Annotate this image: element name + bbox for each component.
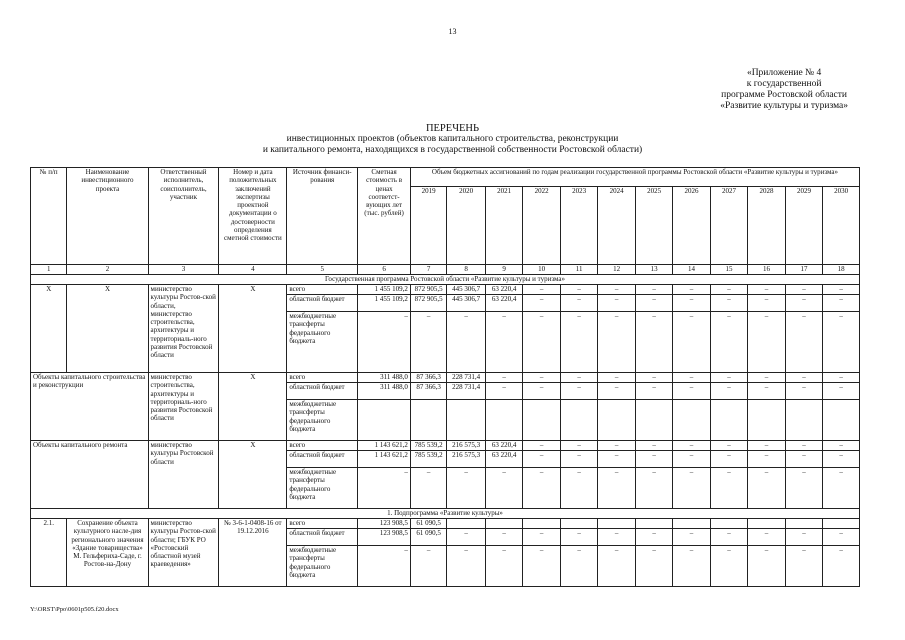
title-line-3: и капитального ремонта, находящихся в государственной собственности Ростовской области)	[262, 145, 643, 155]
section-title: 1. Подпрограмма «Развитие культуры»	[31, 509, 860, 519]
column-number: 7	[410, 265, 446, 275]
executor: министерство культуры Ростов-ской области; ГБУК РО «Ростовский областной музей краеведения»	[148, 519, 219, 587]
estimated-cost: –	[358, 546, 411, 587]
year-value	[635, 400, 672, 441]
year-value	[485, 400, 522, 441]
estimated-cost	[358, 400, 411, 441]
year-value: –	[673, 312, 710, 373]
year-value: –	[523, 312, 560, 373]
executor: министерство культуры Ростовской области	[148, 441, 219, 509]
header-row-1	[31, 168, 860, 187]
year-value: 785 539,2	[410, 451, 446, 468]
year-value	[823, 400, 860, 441]
year-value: 61 090,5	[410, 519, 446, 529]
year-value: –	[823, 546, 860, 587]
year-value: –	[673, 441, 710, 451]
funding-source: всего	[287, 519, 358, 529]
year-value: –	[447, 546, 486, 587]
year-value: –	[673, 546, 710, 587]
column-number: 2	[67, 265, 148, 275]
year-value: –	[410, 546, 446, 587]
year-value: 228 731,4	[447, 373, 486, 383]
year-value: –	[673, 295, 710, 312]
year-value: 872 905,5	[410, 285, 446, 295]
year-value: –	[560, 441, 597, 451]
year-value: –	[673, 529, 710, 546]
year-value	[748, 400, 785, 441]
year-value: –	[823, 383, 860, 400]
year-value: –	[748, 312, 785, 373]
year-value: –	[523, 451, 560, 468]
year-value: –	[710, 373, 747, 383]
subprogram-section-row	[31, 509, 860, 519]
year-value: 61 090,5	[410, 529, 446, 546]
year-value	[523, 400, 560, 441]
estimated-cost: 1 143 621,2	[358, 441, 411, 451]
year-value: –	[560, 546, 597, 587]
row-number: 2.1.	[31, 519, 67, 587]
year-value	[560, 519, 597, 529]
year-value: –	[485, 383, 522, 400]
year-value	[785, 400, 822, 441]
year-value	[598, 400, 635, 441]
year-value: –	[785, 295, 822, 312]
column-numbers-row	[31, 265, 860, 275]
header-volume: Объем бюджетных ассигнований по годам реализации государственной программы Ростовской области «Развитие культуры и туризма»	[410, 168, 859, 187]
header-year: 2027	[710, 187, 747, 265]
column-number: 14	[673, 265, 710, 275]
table-body	[31, 265, 860, 587]
funding-source: областной бюджет	[287, 451, 358, 468]
header-expertise: Номер и дата положительных заключений экспертизы проектной документации о достоверности определения сметной стоимости	[219, 168, 287, 265]
estimated-cost: –	[358, 312, 411, 373]
year-value: –	[748, 383, 785, 400]
year-value	[785, 519, 822, 529]
year-value: 63 220,4	[485, 285, 522, 295]
year-value: 228 731,4	[447, 383, 486, 400]
column-number: 1	[31, 265, 67, 275]
year-value: –	[598, 468, 635, 509]
year-value: –	[523, 441, 560, 451]
year-value: –	[673, 451, 710, 468]
year-value: –	[523, 295, 560, 312]
header-year: 2024	[598, 187, 635, 265]
funding-source: межбюджетные трансферты федерального бюджета	[287, 312, 358, 373]
year-value: –	[635, 441, 672, 451]
appendix-line-1: «Приложение № 4	[746, 68, 822, 78]
year-value: –	[748, 285, 785, 295]
year-value: –	[823, 441, 860, 451]
year-value: –	[710, 468, 747, 509]
table-row	[31, 285, 860, 295]
project-name: Объекты капитального строительства и реконструкции	[31, 373, 149, 441]
funding-source: областной бюджет	[287, 383, 358, 400]
column-number: 9	[485, 265, 522, 275]
year-value: 216 575,3	[447, 451, 486, 468]
year-value: –	[710, 529, 747, 546]
year-value: –	[673, 383, 710, 400]
column-number: 10	[523, 265, 560, 275]
year-value: –	[560, 295, 597, 312]
year-value: –	[748, 451, 785, 468]
year-value: –	[748, 529, 785, 546]
column-number: 13	[635, 265, 672, 275]
section-title: Государственная программа Ростовской области «Развитие культуры и туризма»	[31, 275, 860, 285]
year-value: –	[635, 295, 672, 312]
year-value: 87 366,3	[410, 373, 446, 383]
year-value	[748, 519, 785, 529]
year-value: –	[785, 441, 822, 451]
year-value: –	[748, 373, 785, 383]
column-number: 15	[710, 265, 747, 275]
year-value: –	[560, 529, 597, 546]
project-name: X	[67, 285, 148, 373]
year-value	[673, 519, 710, 529]
year-value: 63 220,4	[485, 295, 522, 312]
estimated-cost: 311 488,0	[358, 383, 411, 400]
year-value: –	[598, 312, 635, 373]
year-value: –	[485, 468, 522, 509]
year-value: –	[598, 285, 635, 295]
funding-source: межбюджетные трансферты федерального бюджета	[287, 546, 358, 587]
year-value: –	[485, 312, 522, 373]
estimated-cost: –	[358, 468, 411, 509]
column-number: 18	[823, 265, 860, 275]
year-value: –	[823, 285, 860, 295]
program-section-row	[31, 275, 860, 285]
year-value: 216 575,3	[447, 441, 486, 451]
year-value: –	[710, 546, 747, 587]
year-value: –	[635, 383, 672, 400]
year-value: –	[823, 312, 860, 373]
year-value: –	[785, 529, 822, 546]
year-value: –	[485, 529, 522, 546]
appendix-line-3: программе Ростовской области	[721, 90, 848, 100]
year-value: –	[523, 373, 560, 383]
year-value: –	[447, 468, 486, 509]
year-value: –	[485, 546, 522, 587]
header-year: 2023	[560, 187, 597, 265]
year-value: –	[748, 468, 785, 509]
header-source: Источник финанси-рования	[287, 168, 358, 265]
year-value: –	[485, 373, 522, 383]
header-year: 2020	[447, 187, 486, 265]
year-value: –	[785, 312, 822, 373]
header-year: 2028	[748, 187, 785, 265]
expertise: № 3-6-1-0408-16 от 19.12.2016	[219, 519, 287, 587]
table-row	[31, 519, 860, 529]
year-value: –	[447, 312, 486, 373]
year-value: 445 306,7	[447, 295, 486, 312]
year-value: –	[748, 441, 785, 451]
column-number: 11	[560, 265, 597, 275]
header-year: 2021	[485, 187, 522, 265]
year-value: –	[560, 312, 597, 373]
investment-projects-table	[30, 167, 860, 587]
year-value: –	[748, 546, 785, 587]
year-value: –	[447, 529, 486, 546]
year-value: –	[598, 373, 635, 383]
year-value: –	[635, 529, 672, 546]
year-value: –	[785, 285, 822, 295]
year-value: –	[635, 285, 672, 295]
funding-source: межбюджетные трансферты федерального бюджета	[287, 400, 358, 441]
year-value: –	[785, 546, 822, 587]
header-executor: Ответственный исполнитель, соисполнитель, участник	[148, 168, 219, 265]
year-value: –	[710, 295, 747, 312]
year-value: –	[823, 451, 860, 468]
column-number: 3	[148, 265, 219, 275]
year-value: –	[560, 383, 597, 400]
funding-source: всего	[287, 441, 358, 451]
column-number: 5	[287, 265, 358, 275]
expertise: X	[219, 441, 287, 509]
appendix-line-2: к государственной	[746, 79, 822, 89]
year-value: –	[823, 373, 860, 383]
column-number: 8	[447, 265, 486, 275]
year-value: –	[523, 468, 560, 509]
project-name: Сохранение объекта культурного насле-дия регионального значения «Здание товарищества» М. Гельфериха-Саде, г. Ростов-на-Дону	[67, 519, 148, 587]
column-number: 16	[748, 265, 785, 275]
header-cost: Сметная стоимость в ценах соответст-вующих лет (тыс. рублей)	[358, 168, 411, 265]
year-value: –	[598, 529, 635, 546]
year-value: –	[710, 441, 747, 451]
year-value: –	[635, 373, 672, 383]
expertise: X	[219, 285, 287, 373]
project-name: Объекты капитального ремонта	[31, 441, 149, 509]
estimated-cost: 1 455 109,2	[358, 295, 411, 312]
year-value: –	[410, 468, 446, 509]
year-value: –	[410, 312, 446, 373]
year-value: –	[560, 285, 597, 295]
year-value: –	[823, 295, 860, 312]
header-name: Наименование инвестиционного проекта	[67, 168, 148, 265]
year-value: –	[523, 285, 560, 295]
header-year: 2029	[785, 187, 822, 265]
year-value	[710, 400, 747, 441]
header-num: № п/п	[31, 168, 67, 265]
year-value: –	[785, 383, 822, 400]
header-year: 2026	[673, 187, 710, 265]
year-value: –	[560, 373, 597, 383]
year-value: –	[823, 468, 860, 509]
year-value: –	[748, 295, 785, 312]
year-value	[635, 519, 672, 529]
estimated-cost: 311 488,0	[358, 373, 411, 383]
table-row	[31, 441, 860, 451]
estimated-cost: 123 908,5	[358, 519, 411, 529]
year-value: –	[710, 451, 747, 468]
appendix-header	[720, 68, 848, 112]
year-value: –	[673, 285, 710, 295]
funding-source: межбюджетные трансферты федерального бюджета	[287, 468, 358, 509]
executor: министерство культуры Ростов-ской области, министерство строительства, архитектуры и территориаль-ного развития Ростовской области	[148, 285, 219, 373]
year-value	[823, 519, 860, 529]
year-value	[523, 519, 560, 529]
funding-source: областной бюджет	[287, 529, 358, 546]
header-year: 2025	[635, 187, 672, 265]
year-value: –	[673, 373, 710, 383]
year-value	[485, 519, 522, 529]
column-number: 12	[598, 265, 635, 275]
year-value	[410, 400, 446, 441]
year-value: –	[635, 312, 672, 373]
year-value: –	[785, 468, 822, 509]
year-value: –	[598, 295, 635, 312]
year-value: –	[560, 468, 597, 509]
executor: министерство строительства, архитектуры и территориаль-ного развития Ростовской области	[148, 373, 219, 441]
header-year: 2019	[410, 187, 446, 265]
year-value: 872 905,5	[410, 295, 446, 312]
estimated-cost: 123 908,5	[358, 529, 411, 546]
column-number: 6	[358, 265, 411, 275]
year-value: 63 220,4	[485, 451, 522, 468]
expertise: X	[219, 373, 287, 441]
year-value: –	[710, 285, 747, 295]
document-title	[0, 123, 905, 156]
year-value: 785 539,2	[410, 441, 446, 451]
year-value: –	[598, 383, 635, 400]
funding-source: областной бюджет	[287, 295, 358, 312]
year-value	[447, 519, 486, 529]
year-value: –	[673, 468, 710, 509]
funding-source: всего	[287, 285, 358, 295]
column-number: 4	[219, 265, 287, 275]
year-value: 87 366,3	[410, 383, 446, 400]
year-value: –	[635, 451, 672, 468]
title-main: ПЕРЕЧЕНЬ	[425, 123, 480, 134]
year-value	[673, 400, 710, 441]
year-value	[447, 400, 486, 441]
estimated-cost: 1 143 621,2	[358, 451, 411, 468]
year-value: –	[785, 451, 822, 468]
year-value: –	[523, 546, 560, 587]
row-number: X	[31, 285, 67, 373]
year-value: –	[785, 373, 822, 383]
funding-source: всего	[287, 373, 358, 383]
year-value	[560, 400, 597, 441]
table-row	[31, 373, 860, 383]
year-value: 63 220,4	[485, 441, 522, 451]
year-value: –	[823, 529, 860, 546]
year-value: –	[635, 546, 672, 587]
year-value	[710, 519, 747, 529]
year-value: –	[598, 546, 635, 587]
year-value: –	[710, 383, 747, 400]
header-year: 2030	[823, 187, 860, 265]
header-year: 2022	[523, 187, 560, 265]
estimated-cost: 1 455 109,2	[358, 285, 411, 295]
page-number: 13	[448, 27, 457, 36]
year-value: –	[710, 312, 747, 373]
year-value: –	[598, 441, 635, 451]
file-path-footer: Y:\ORST\Ppo\0601p505.f20.docx	[30, 606, 119, 613]
year-value	[598, 519, 635, 529]
year-value: –	[635, 468, 672, 509]
appendix-line-4: «Развитие культуры и туризма»	[720, 101, 848, 111]
title-line-2: инвестиционных проектов (объектов капитального строительства, реконструкции	[286, 134, 619, 144]
year-value: 445 306,7	[447, 285, 486, 295]
year-value: –	[523, 383, 560, 400]
year-value: –	[523, 529, 560, 546]
year-value: –	[560, 451, 597, 468]
column-number: 17	[785, 265, 822, 275]
year-value: –	[598, 451, 635, 468]
